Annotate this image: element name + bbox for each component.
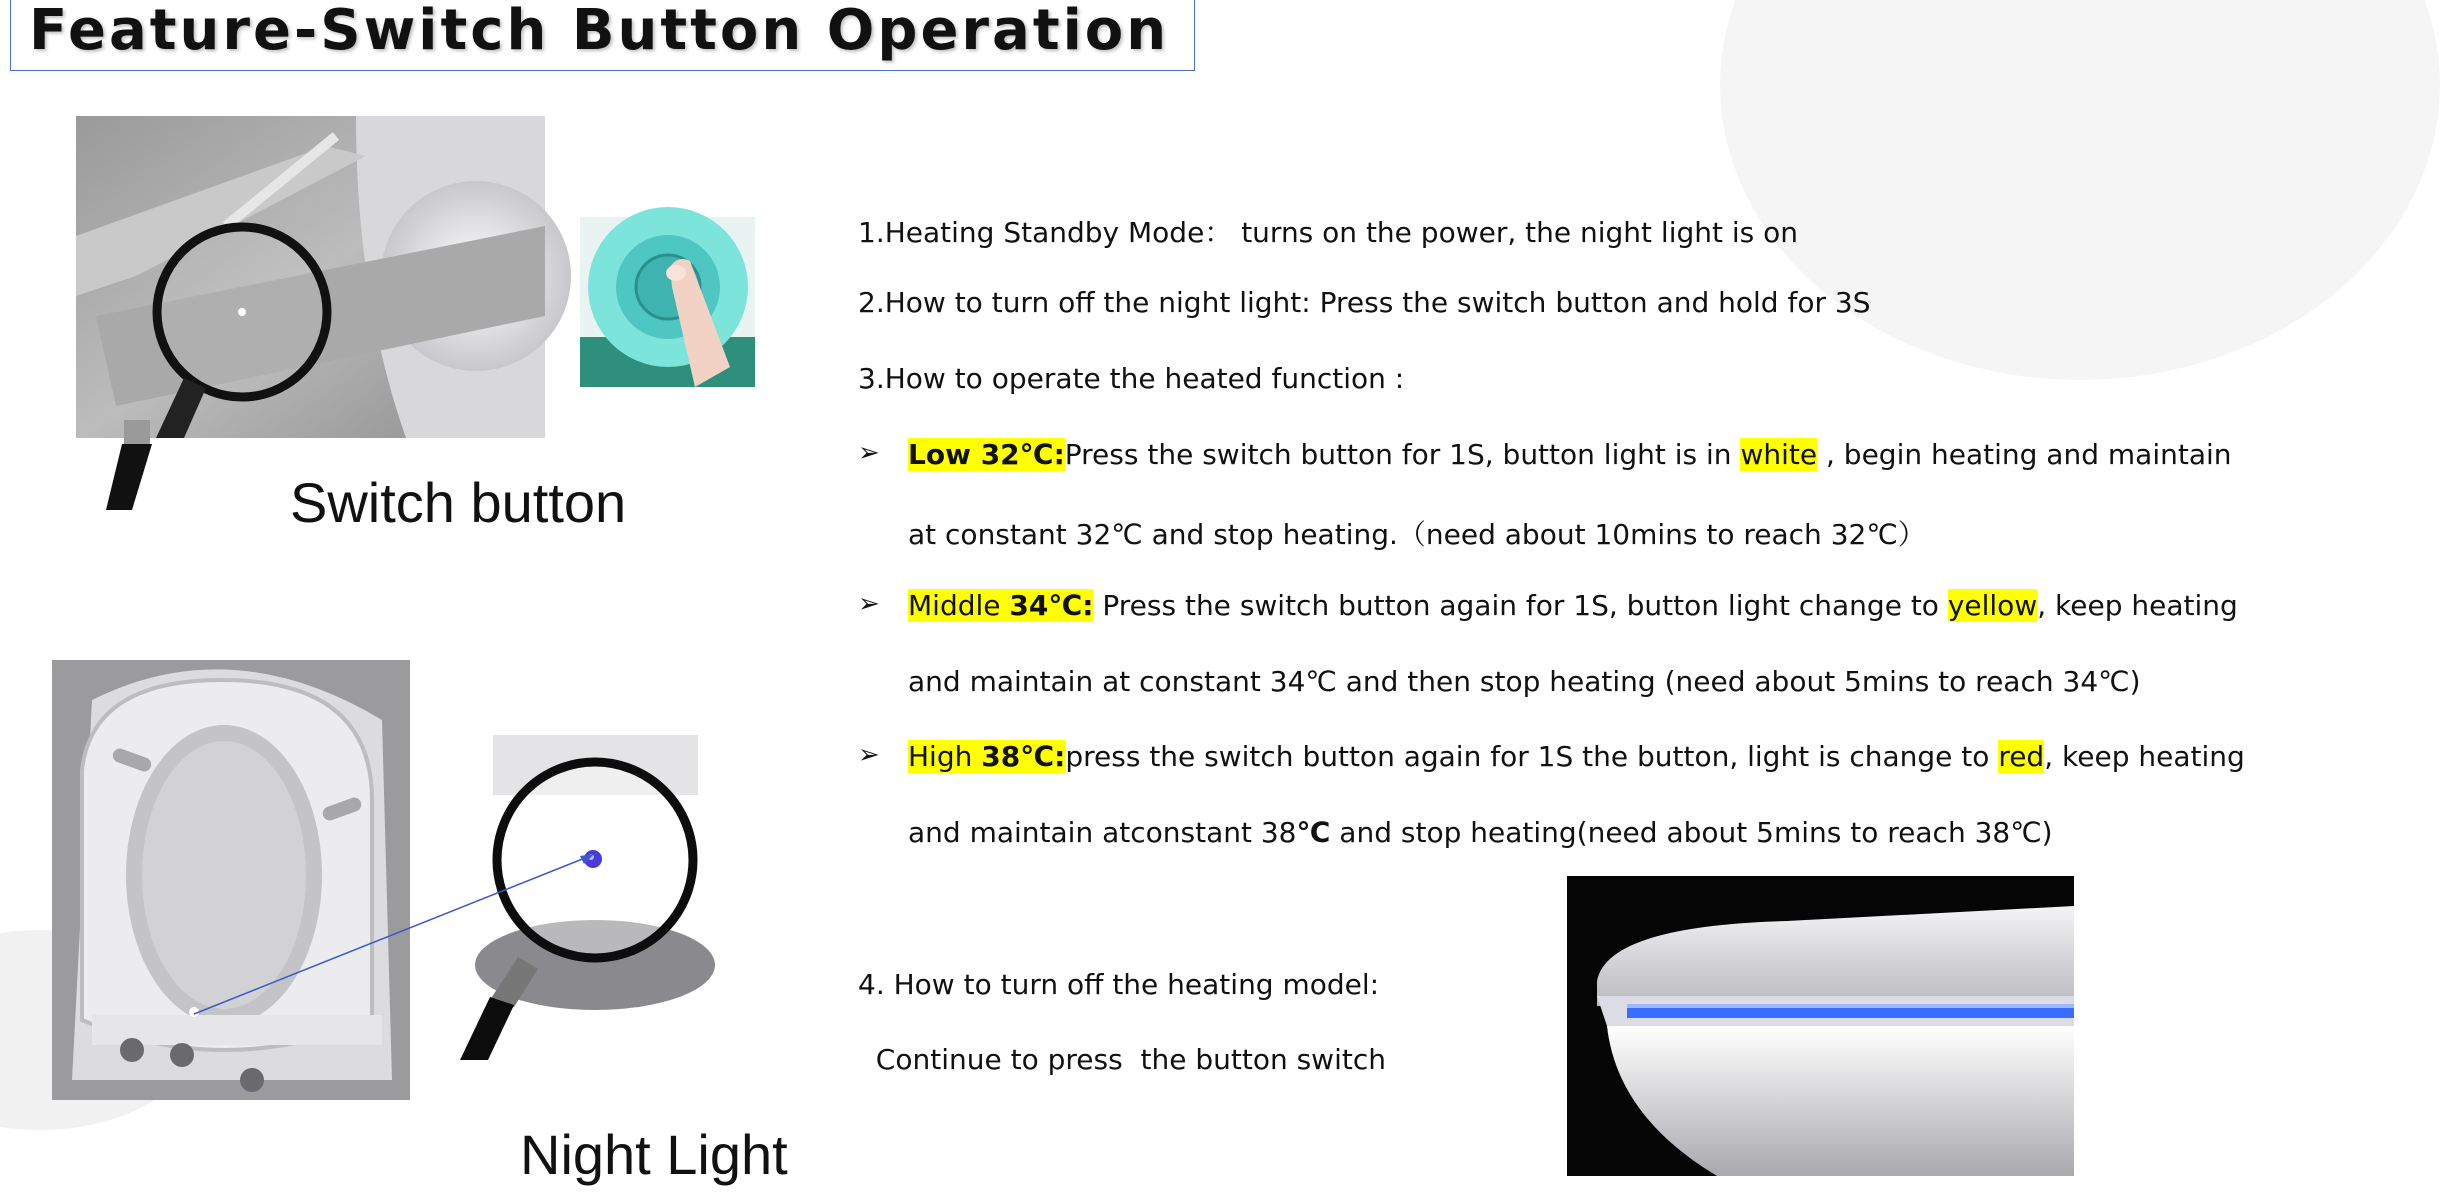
bullet-arrow-icon: ➢ [858,589,880,619]
low-mode-line-2: at constant 32℃ and stop heating.（need about 10mins to reach 32℃） [908,518,1926,551]
step-1: 1.Heating Standby Mode： turns on the power, the night light is on [858,216,1799,249]
led-seat-photo [1567,876,2074,1176]
low-mode-label: Low 32℃: [908,438,1065,471]
switch-button-photo [76,116,545,438]
high-mode-line-2-a: and maintain atconstant 38 [908,816,1297,849]
background-arc [1720,0,2440,380]
high-mode-label-a: High [908,740,982,773]
middle-mode-line [858,589,2238,622]
step-3: 3.How to operate the heated function : [858,362,1405,395]
low-mode-color: white [1740,438,1818,471]
high-mode-label-b: 38℃: [981,740,1066,773]
high-mode-line [858,740,2245,773]
high-mode-text-b: , keep heating [2044,740,2245,773]
step-2: 2.How to turn off the night light: Press the switch button and hold for 3S [858,286,1871,319]
high-mode-content [858,740,2245,773]
switch-button-caption: Switch button [290,471,627,534]
high-mode-line-2-c: and stop heating(need about 5mins to reach 38℃) [1330,816,2053,849]
step-4-detail: Continue to press the button switch [858,1043,1386,1076]
low-mode-text-b: , begin heating and maintain [1817,438,2232,471]
high-mode-color: red [1998,740,2045,773]
middle-mode-content [858,589,2238,622]
low-mode-text-a: Press the switch button for 1S, button light is in [1064,438,1741,471]
low-mode-content [858,438,2232,471]
middle-mode-label-a: Middle [908,589,1010,622]
bullet-arrow-icon: ➢ [858,438,880,468]
middle-mode-line-2: and maintain at constant 34℃ and then stop heating (need about 5mins to reach 34℃) [908,665,2141,698]
finger-press-photo [580,217,755,387]
low-mode-line [858,438,2232,471]
pointer-arrow [190,850,600,1020]
middle-mode-label-b: 34℃: [1009,589,1094,622]
page-title: Feature-Switch Button Operation [29,0,1170,63]
middle-mode-color: yellow [1947,589,2038,622]
magnifier-handle [106,420,166,510]
step-4: 4. How to turn off the heating model: [858,968,1380,1001]
title-box [10,0,1195,71]
high-mode-line-2-b: ℃ [1296,816,1331,849]
bullet-arrow-icon: ➢ [858,740,880,770]
night-light-caption: Night Light [520,1123,788,1186]
high-mode-line-2 [908,816,2053,849]
middle-mode-text-a: Press the switch button again for 1S, button light change to [1093,589,1948,622]
middle-mode-text-b: , keep heating [2037,589,2238,622]
high-mode-text-a: press the switch button again for 1S the button, light is change to [1065,740,1999,773]
